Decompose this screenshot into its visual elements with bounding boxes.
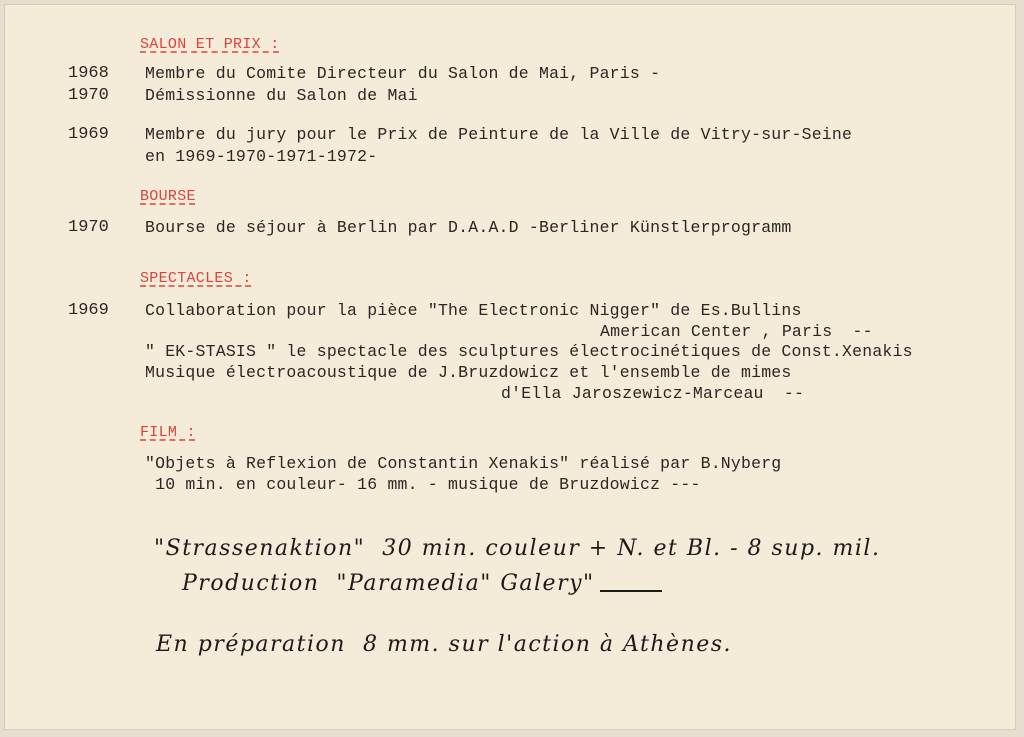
heading-salon-et-prix: SALON ET PRIX : — [140, 36, 280, 53]
heading-film: FILM : — [140, 424, 196, 441]
salon-line-4: en 1969-1970-1971-1972- — [145, 147, 378, 166]
heading-spectacles: SPECTACLES : — [140, 270, 252, 287]
film-line-2: 10 min. en couleur- 16 mm. - musique de Bruzdowicz --- — [145, 475, 701, 494]
salon-line-2: Démissionne du Salon de Mai — [145, 86, 418, 105]
year-1968: 1968 — [68, 64, 109, 83]
salon-line-3: Membre du jury pour le Prix de Peinture de la Ville de Vitry-sur-Seine — [145, 125, 853, 144]
bourse-line-1: Bourse de séjour à Berlin par D.A.A.D -Berliner Künstlerprogramm — [145, 218, 792, 237]
spectacles-line-4: Musique électroacoustique de J.Bruzdowicz et l'ensemble de mimes — [145, 363, 792, 382]
film-line-1: "Objets à Reflexion de Constantin Xenakis" réalisé par B.Nyberg — [145, 454, 782, 473]
handwritten-dash — [600, 590, 662, 592]
document-page — [4, 4, 1016, 730]
salon-line-1: Membre du Comite Directeur du Salon de Mai, Paris - — [145, 64, 661, 83]
handwritten-line-3: En préparation 8 mm. sur l'action à Athènes. — [156, 632, 733, 657]
heading-bourse: BOURSE — [140, 188, 196, 205]
spectacles-line-1: Collaboration pour la pièce "The Electronic Nigger" de Es.Bullins — [145, 301, 802, 320]
year-1969: 1969 — [68, 125, 109, 144]
year-1970-bourse: 1970 — [68, 218, 109, 237]
spectacles-line-5: d'Ella Jaroszewicz-Marceau -- — [501, 384, 805, 403]
spectacles-line-3: " EK-STASIS " le spectacle des sculptures électrocinétiques de Const.Xenakis — [145, 342, 913, 361]
year-1970: 1970 — [68, 86, 109, 105]
spectacles-line-2: American Center , Paris -- — [600, 322, 873, 341]
handwritten-line-1: "Strassenaktion" 30 min. couleur + N. et Bl. - 8 sup. mil. — [154, 536, 881, 561]
year-1969-spectacles: 1969 — [68, 301, 109, 320]
handwritten-line-2: Production "Paramedia" Galery" — [182, 571, 595, 596]
